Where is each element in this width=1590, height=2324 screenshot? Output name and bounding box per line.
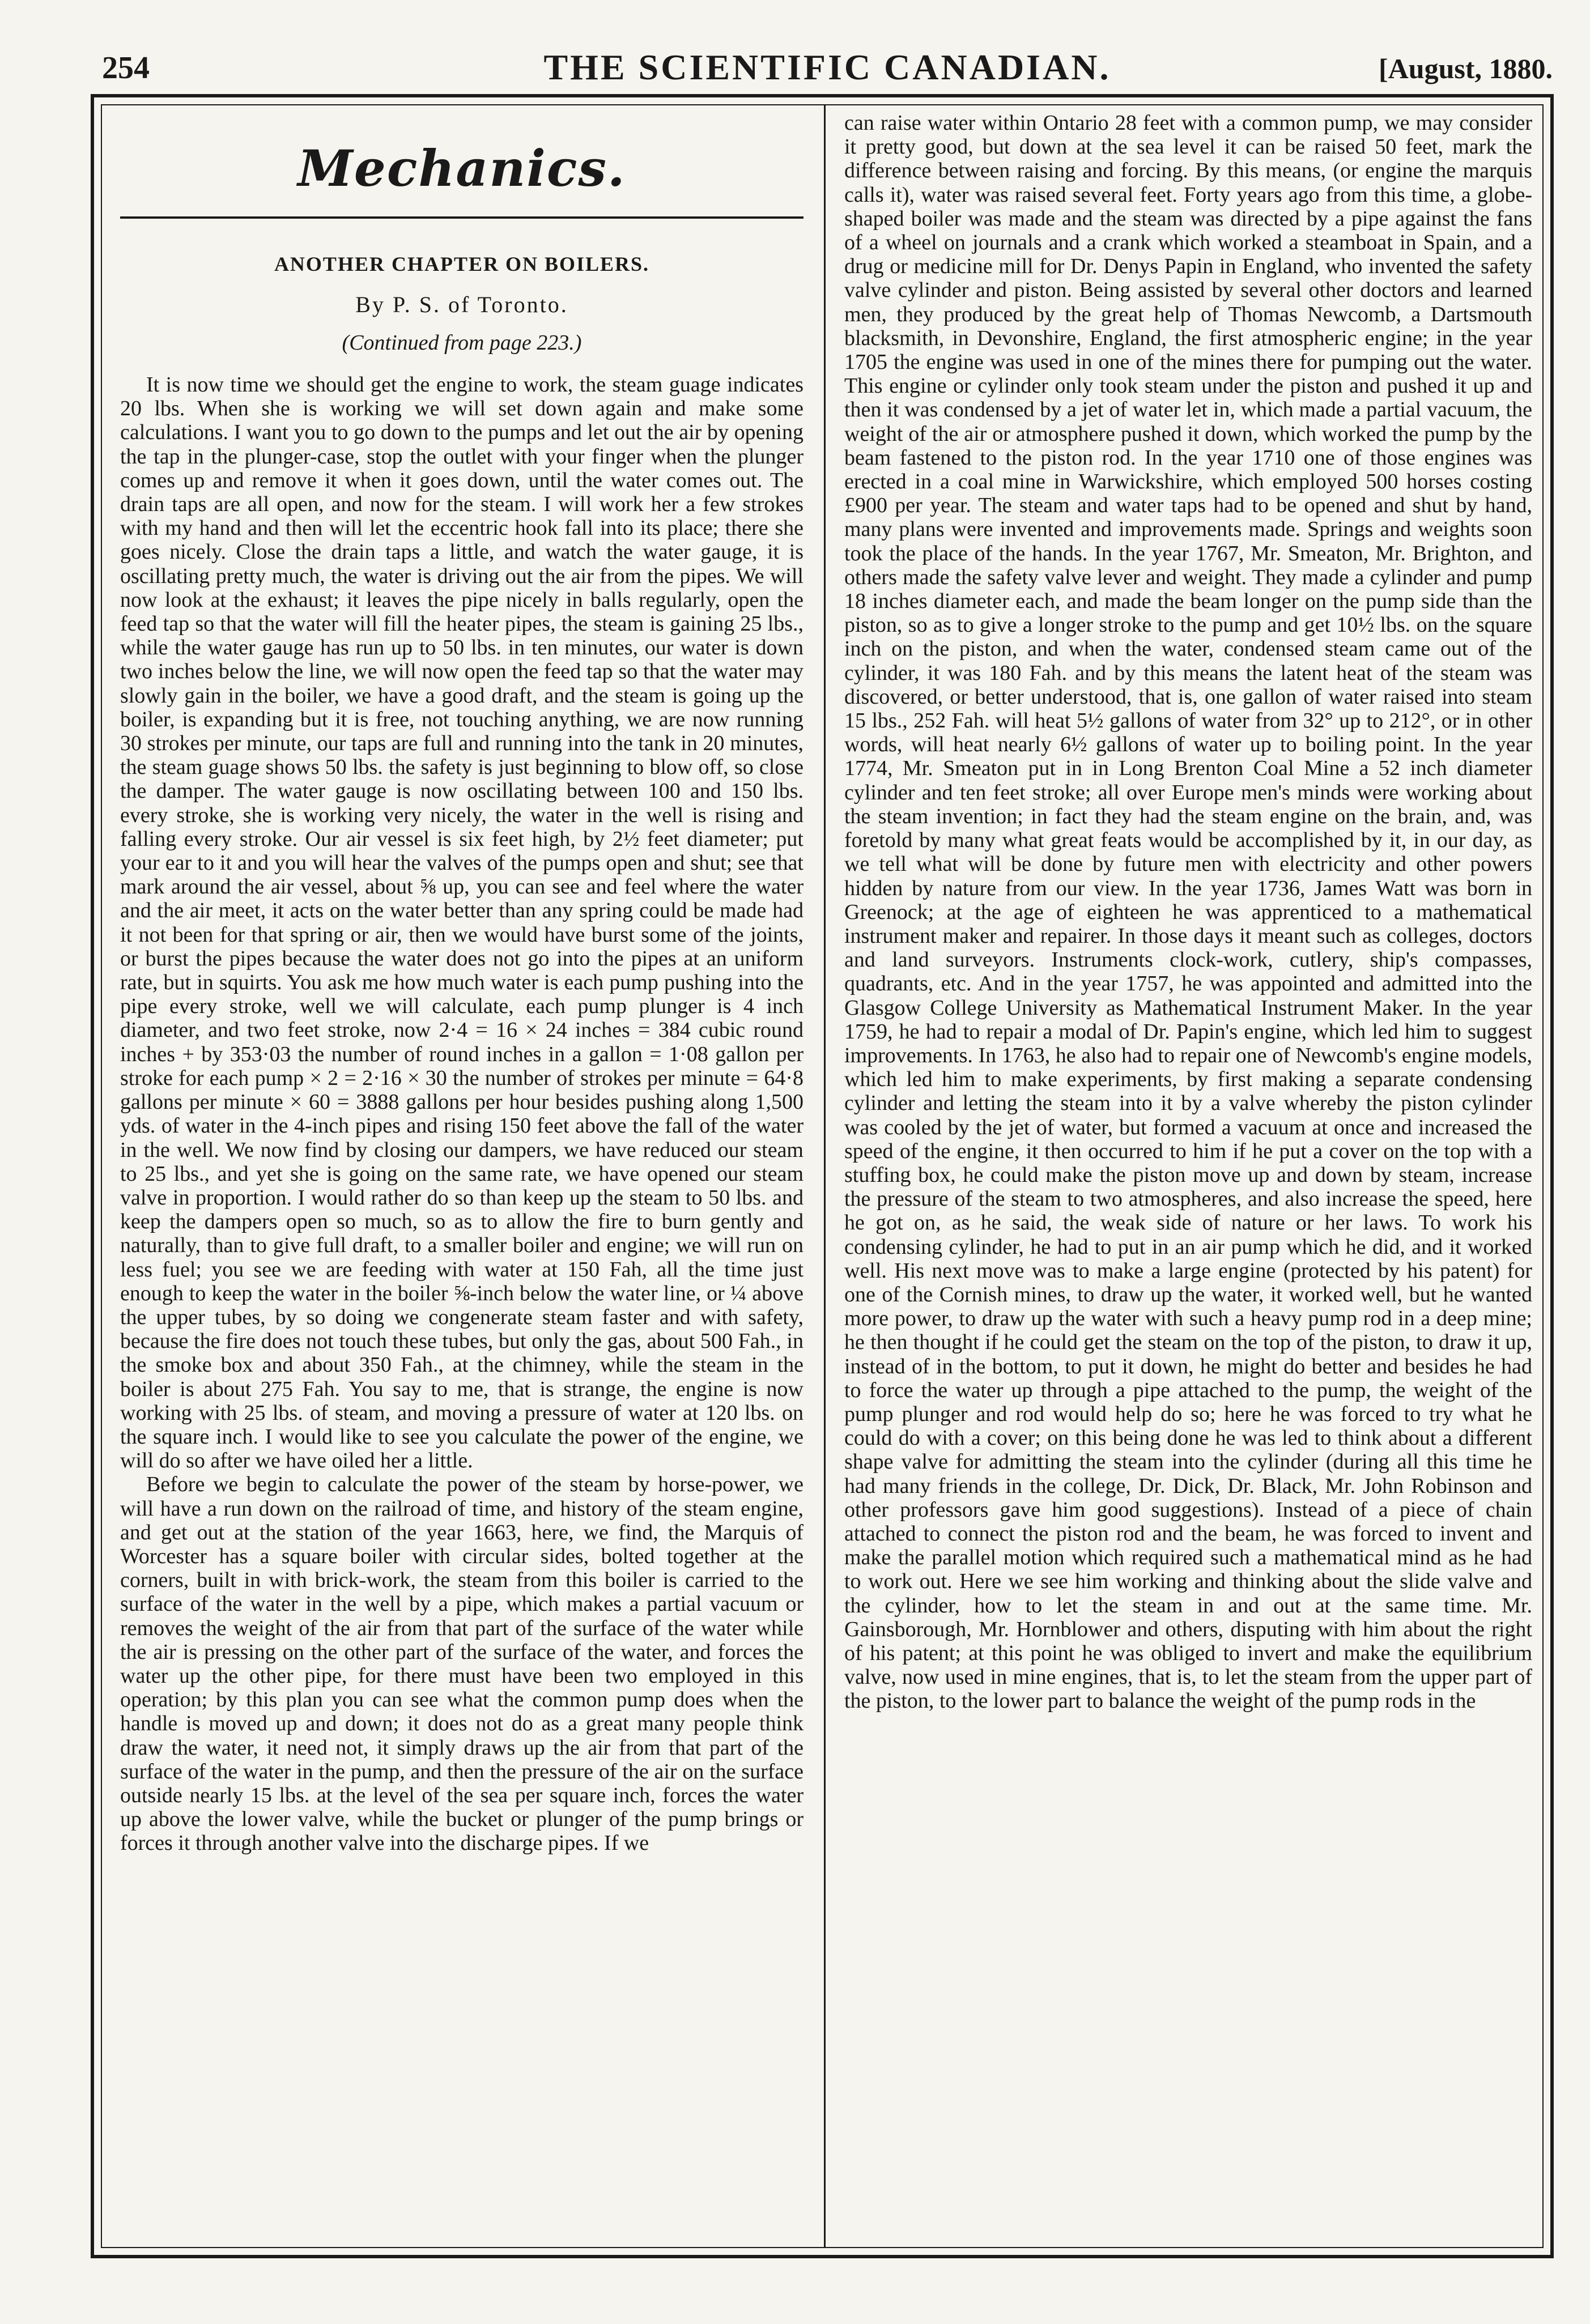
article-continuation-text: can raise water within Ontario 28 feet with a common pump, we may consider it pretty good, but down at the sea level it can be raised 50 feet, mark the difference between raising and forcing. By this means, (or engine the marquis calls it), water was raised several feet. Forty years ago from this time, a globe-shaped boiler was made and the steam was directed by a pipe against the fans of a wheel on journals and a crank which worked a steamboat in Spain, and a drug or medicine mill for Dr. Denys Papin in England, who invented the safety valve cylinder and piston. Being assisted by several other doctors and learned men, they produced by the great help of Thomas Newcomb, a Dartsmouth blacksmith, in Devonshire, England, the first atmospheric engine; in the year 1705 the engine was used in one of the mines there for pumping out the water. This engine or cylinder only took steam under the piston and pushed it up and then it was condensed by a jet of water let in, which made a partial vacuum, the weight of the air or atmosphere pushed it down, which worked the pump by the beam fastened to the piston rod. In the year 1710 one of those engines was erected in a coal mine in Warwickshire, which employed 500 horses costing £900 per year. The steam and water taps had to be opened and shut by hand, many plans were invented and improvements made. Springs and weights soon took the place of the hands. In the year 1767, Mr. Smeaton, Mr. Brighton, and others made the safety valve lever and weight. They made a cylinder and pump 18 inches diameter each, and made the beam longer on the pump side than the piston, so as to give a longer stroke to the pump and get 10½ lbs. on the square inch on the piston, and when the water, condensed steam came out of the cylinder, it was 180 Fah. and by this means the latent heat of the steam was discovered, or better understood, that is, one gallon of water raised into steam 15 lbs., 252 Fah. will heat 5½ gallons of water from 32° up to 212°, or in other words, will heat nearly 6½ gallons of water up to boiling point. In the year 1774, Mr. Smeaton put in in Long Brenton Coal Mine a 52 inch diameter cylinder and ten feet stroke; all over Europe men's minds were working about the steam invention; in fact they had the steam engine on the brain, and, was foretold by many what great feats would be accomplished by it, in our day, as we tell what will be done by future men with electricity and other powers hidden by nature from our view. In the year 1736, James Watt was born in Greenock; at the age of eighteen he was apprenticed to a mathematical instrument maker and repairer. In those days it meant such as colleges, doctors and land surveyors. Instruments clock-work, cutlery, ship's compasses, quadrants, etc. And in the year 1757, he was appointed and admitted into the Glasgow College University as Mathematical Instrument Maker. In the year 1759, he had to repair a modal of Dr. Papin's engine, which led him to suggest improvements. In 1763, he also had to repair one of Newcomb's engine models, which led him to make experiments, by first making a separate condensing cylinder and letting the steam into it by a valve whereby the piston cylinder was cooled by the jet of water, but formed a vacuum at once and increased the speed of the engine, it then occurred to him if he put a cover on the top with a stuffing box, he could make the piston move up and down by steam, increase the pressure of the steam to two atmospheres, and also increase the speed, here he got on, as he said, the weak side of nature or her laws. To work his condensing cylinder, he had to put in an air pump which he did, and it worked well. His next move was to make a large engine (protected by his patent) for one of the Cornish mines, to draw up the water, it worked well, but he wanted more power, to draw up the water with such a heavy pump rod in a deep mine; he then thought if he could get the steam on the top of the piston, to draw it up, instead of in the bottom, to put it down, he might do better and besides he had to force the water up through a pipe attached to the pump, the weight of the pump plunger and rod would help do so; here he was forced to try what he could do with a cover; on this being done he was led to think about a different shape valve for admitting the steam into the cylinder (during all this time he had many friends in the college, Dr. Dick, Dr. Black, Mr. John Robinson and other professors gave him good suggestions). Instead of a piece of chain attached to connect the piston rod and the beam, he was forced to invent and make the parallel motion which required such a mathematical mind as he had to work out. Here we see him working and thinking about the slide valve and the cylinder, how to let the steam in and out at the same time. Mr. Gainsborough, Mr. Hornblower and others, disputing with him about the right of his patent; at this point he was obliged to invert and make the equilibrium valve, now used in mine engines, that is, to let the steam from the upper part of the piston, to the lower part to balance the weight of the pump rods in the bbox=[844, 111, 1532, 1713]
column-divider bbox=[824, 104, 826, 2248]
issue-date: [August, 1880. bbox=[1379, 53, 1553, 84]
continuation-note: (Continued from page 223.) bbox=[342, 331, 582, 355]
journal-title: THE SCIENTIFIC CANADIAN. bbox=[543, 47, 1111, 87]
left-column bbox=[120, 120, 803, 2238]
article-title: ANOTHER CHAPTER ON BOILERS. bbox=[274, 253, 650, 275]
section-divider bbox=[120, 216, 803, 219]
section-title: Mechanics. bbox=[297, 139, 626, 198]
page-number: 254 bbox=[102, 50, 150, 86]
article-paragraph: It is now time we should get the engine to work, the steam guage indicates 20 lbs. When she is working we will set down again and make some calculations. I want you to go down to the pumps and let out the air by opening the tap in the plunger-case, stop the outlet with your finger when the plunger comes up and remove it when it goes down, until the water comes out. The drain taps are all open, and now for the steam. I will work her a few strokes with my hand and then will let the eccentric hook fall into its place; there she goes nicely. Close the drain taps a little, and watch the water gauge, it is oscillating pretty much, the water is driving out the air from the pipes. We will now look at the exhaust; it leaves the pipe nicely in balls regularly, open the feed tap so that the water will fill the heater pipes, the steam is gaining 25 lbs., while the water gauge has run up to 50 lbs. in ten minutes, our water is down two inches below the line, we will now open the feed tap so that the water may slowly gain in the boiler, we have a good draft, and the steam is going up the boiler, is expanding but it is free, not touching anything, we are now running 30 strokes per minute, our taps are full and running into the tank in 20 minutes, the steam guage shows 50 lbs. the safety is just beginning to blow off, so close the damper. The water gauge is now oscillating between 100 and 150 lbs. every stroke, she is working very nicely, the water in the well is rising and falling every stroke. Our air vessel is six feet high, by 2½ feet diameter; put your ear to it and you will hear the valves of the pumps open and shut; see that mark around the air vessel, about ⅝ up, you can see and feel where the water and the air meet, it acts on the water better than any spring could be made had it not been for that spring or air, then we would have burst some of the joints, or burst the pipes because the water does not go into the pipes at an uniform rate, but in squirts. You ask me how much water is each pump pushing into the pipe every stroke, well we will calculate, each pump plunger is 4 inch diameter, and two feet stroke, now 2·4 = 16 × 24 inches = 384 cubic round inches + by 353·03 the number of round inches in a gallon = 1·08 gallon per stroke for each pump × 2 = 2·16 × 30 the number of strokes per minute = 64·8 gallons per minute × 60 = 3888 gallons per hour besides pushing along 1,500 yds. of water in the 4-inch pipes and rising 150 feet above the fall of the water in the well. We now find by closing our dampers, we have reduced our steam to 25 lbs., and yet she is going on the same rate, we have opened our steam valve in proportion. I would rather do so than keep up the steam to 50 lbs. and keep the dampers open so much, so as to allow the fire to burn gently and naturally, than to give full draft, to a smaller boiler and engine; we will run on less fuel; you see we are feeding with water at 150 Fah, all the time just enough to keep the water in the boiler ⅝-inch below the water line, or ¼ above the upper tubes, by so doing we congenerate steam faster and with safety, because the fire does not touch these tubes, but only the gas, about 500 Fah., in the smoke box and about 350 Fah., at the chimney, while the steam in the boiler is about 275 Fah. You say to me, that is strange, the engine is now working with 25 lbs. of steam, and moving a pressure of water at 120 lbs. on the square inch. I would like to see you calculate the power of the engine, we will do so after we have oiled her a little. bbox=[120, 373, 803, 1473]
article-paragraph: Before we begin to calculate the power of the steam by horse-power, we will have a run down on the railroad of time, and history of the steam engine, and get out at the station of the year 1663, here, we find, the Marquis of Worcester has a square boiler with circular sides, bolted together at the corners, built in with brick-work, the steam from this boiler is carried to the surface of the water in the well by a pipe, which makes a partial vacuum or removes the weight of the air from that part of the surface of the water while the air is pressing on the other part of the surface of the water, and forces the water up the other pipe, for there must have been two employed in this operation; by this plan you can see what the common pump does when the handle is moved up and down; it does not do as a great many people think draw the water, it need not, it simply draws up the air from that part of the surface of the water in the pump, and then the pressure of the air on the surface outside nearly 15 lbs. at the level of the sea per square inch, forces the water up above the lower valve, while the bucket or plunger of the pump brings or forces it through another valve into the discharge pipes. If we bbox=[120, 1472, 803, 1855]
page-frame bbox=[91, 94, 1554, 2258]
byline: By P. S. of Toronto. bbox=[355, 292, 568, 317]
right-column bbox=[844, 111, 1532, 2238]
